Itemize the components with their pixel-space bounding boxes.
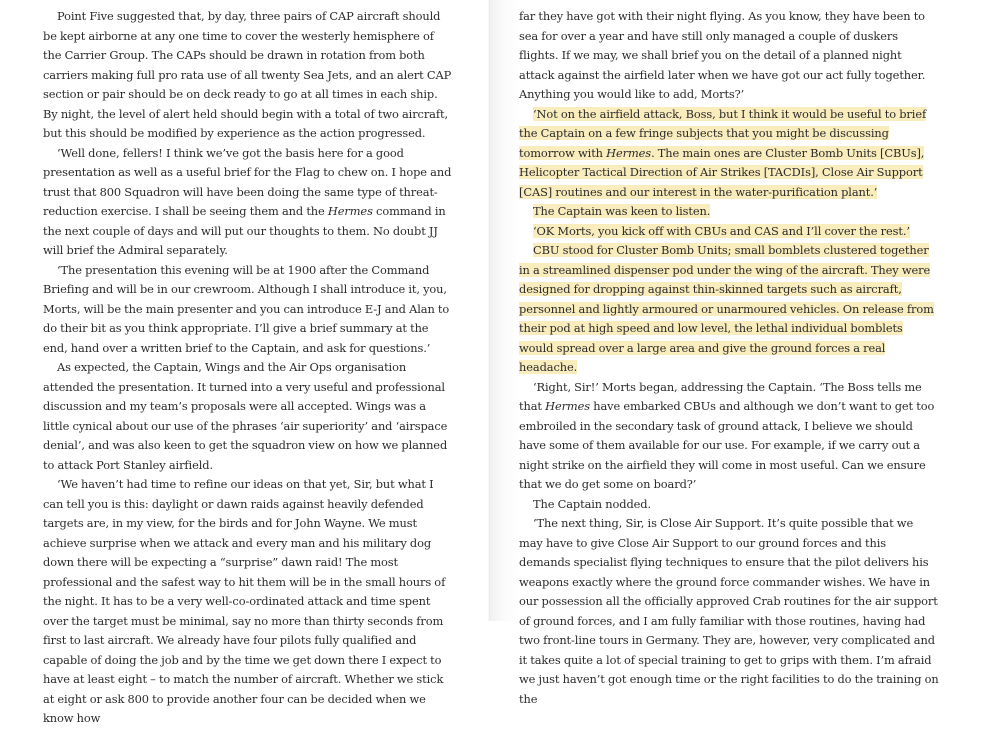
text-run: ‘Right, Sir!’ Morts began, addressing the Captain. ‘The Boss tells me that: [519, 379, 922, 413]
text-run: . The main ones are Cluster Bomb Units [CBUs], Helicopter Tactical Direction of Air Strikes [TACDIs], Close Air Support [CAS] routines and our interest in the water-purification plant.’: [519, 145, 925, 199]
left-paragraph-3: [43, 261, 454, 359]
right-paragraph-4: [519, 222, 940, 242]
text-run: Point Five suggested that, by day, three pairs of CAP aircraft should be kept airborne at any one time to cover the westerly hemisphere of the Carrier Group. The CAPs should be drawn in rotation from both carriers making full pro rata use of all twenty Sea Jets, and an alert CAP section or pair should be on deck ready to go at all times in each ship. By night, the level of alert held should begin with a total of two aircraft, but this should be modified by experience as the action progressed.: [43, 9, 452, 140]
italic-ship-name: Hermes: [606, 145, 652, 160]
highlighted-text[interactable]: [533, 204, 710, 218]
text-run: far they have got with their night flying. As you know, they have been to sea for over a year and have still only managed a couple of duskers flights. If we may, we shall brief you on the detail of a planned night attack against the airfield later when we have got our act fully together. Anything you would like to add, Morts?’: [519, 9, 926, 101]
left-paragraph-2: [43, 144, 454, 261]
left-paragraph-1: [43, 7, 454, 144]
italic-ship-name: Hermes: [545, 399, 591, 413]
text-run: have embarked CBUs and although we don’t want to get too embroiled in the secondary task of ground attack, I believe we should have some of them available for our use. For example, if we carry out a night strike on the airfield they will come in most useful. Can we ensure that we do get some on board?’: [519, 399, 935, 491]
text-run: ‘The next thing, Sir, is Close Air Support. It’s quite possible that we may have to give Close Air Support to our ground forces and this demands specialist flying techniques to ensure that the pilot delivers his weapons exactly where the ground force commander wishes. We have in our possession all the officially approved Crab routines for the air support of ground forces, and I am fully familiar with those routines, having had two front-line tours in Germany. They are, however, very complicated and it takes quite a lot of special training to get to grips with them. I’m afraid we just haven’t got enough time or the right facilities to do the training on the: [519, 516, 939, 706]
left-page: [0, 0, 490, 725]
text-run: As expected, the Captain, Wings and the Air Ops organisation attended the presentation. It turned into a very useful and professional discussion and my team’s proposals were all accepted. Wings was a little cynical about our use of the phrases ‘air superiority’ and ‘airspace denial’, and was also keen to get the squadron view on how we planned to attack Port Stanley airfield.: [43, 360, 448, 472]
text-run: ‘OK Morts, you kick off with CBUs and CAS and I’ll cover the rest.’: [533, 223, 910, 238]
right-paragraph-5: [519, 241, 940, 378]
right-paragraph-8: [519, 514, 940, 709]
text-run: command in the next couple of days and will put our thoughts to them. No doubt JJ will brief the Admiral separately.: [43, 204, 446, 257]
text-run: ‘Well done, fellers! I think we’ve got the basis here for a good presentation as well as a useful brief for the Flag to chew on. I hope and trust that 800 Squadron will have been doing the same type of threat-reduction exercise. I shall be seeing them and the: [43, 145, 452, 218]
text-run: ‘The presentation this evening will be at 1900 after the Command Briefing and will be in our crewroom. Although I shall introduce it, you, Morts, will be the main presenter and you can introduce E-J and Alan to do their bit as you think appropriate. I’ll give a brief summary at the end, hand over a written brief to the Captain, and ask for questions.’: [43, 262, 450, 355]
right-paragraph-6: [519, 378, 940, 495]
highlighted-text[interactable]: [519, 243, 934, 374]
right-paragraph-2: [519, 105, 940, 203]
text-run: ‘Not on the airfield attack, Boss, but I think it would be useful to brief the Captain on a few fringe subjects that you might be discussing tomorrow with: [519, 106, 927, 160]
right-paragraph-3: [519, 202, 940, 222]
text-run: The Captain nodded.: [533, 496, 651, 511]
highlighted-text[interactable]: [533, 224, 910, 238]
italic-ship-name: Hermes: [327, 204, 373, 218]
left-paragraph-4: [43, 358, 454, 475]
highlighted-text[interactable]: [519, 107, 926, 199]
text-run: CBU stood for Cluster Bomb Units; small bomblets clustered together in a streamlined dispenser pod under the wing of the aircraft. They were designed for dropping against thin-skinned targets such as aircraft, personnel and lightly armoured or unarmoured vehicles. On release from their pod at high speed and low level, the lethal individual bomblets would spread over a large area and give the ground forces a real headache.: [519, 243, 934, 374]
right-paragraph-7: [519, 495, 940, 515]
text-run: The Captain was keen to listen.: [533, 204, 711, 218]
left-paragraph-5: [43, 475, 454, 729]
right-page: [490, 0, 1000, 706]
right-paragraph-1: [519, 7, 940, 105]
text-run: ‘We haven’t had time to refine our ideas on that yet, Sir, but what I can tell you is this: daylight or dawn raids against heavily defended targets are, in my view, for the birds and for John Wayne. We must achieve surprise when we attack and every man and his military dog down there will be expecting a “surprise” dawn raid! The most professional and the safest way to hit them will be in the small hours of the night. It has to be a very well-co-ordinated attack and time spent over the target must be minimal, say no more than thirty seconds from first to last aircraft. We already have four pilots fully qualified and capable of doing the job and by the time we get down there I expect to have at least eight – to match the number of aircraft. Whether we stick at eight or ask 800 to provide another four can be decided when we know how: [43, 477, 446, 725]
